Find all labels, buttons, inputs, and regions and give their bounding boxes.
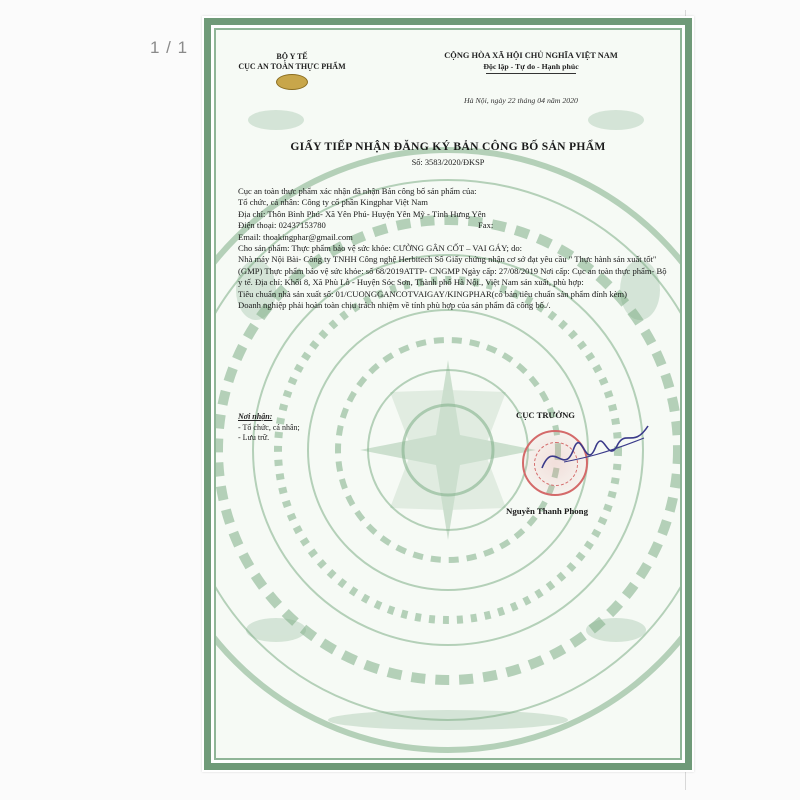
handwritten-signature <box>534 418 654 498</box>
recipients-block <box>238 412 300 444</box>
motto-underline <box>486 73 576 74</box>
document-page <box>202 16 694 772</box>
issue-date: Hà Nội, ngày 22 tháng 04 năm 2020 <box>464 96 578 105</box>
body-standard: Tiêu chuẩn nhà sản xuất số: 01/CUONGGANCOTVAIGAY/KINGPHAR(có bản tiêu chuẩn sản phẩm đính kèm) <box>238 288 627 299</box>
body-manufacturer: Nhà máy Nội Bài- Công ty TNHH Công nghệ Herbitech Số Giấy chứng nhận cơ sở đạt yêu cầu " Thực hành sản xuất tốt" (GMP) Thực phẩm bảo vệ sức khỏe: số 68/2019ATTP- CNGMP Ngày cấp: 27/08/2019 Nơi cấp: Cục an toàn thực phẩm- Bộ y tế. Địa chỉ: Khối 8, Xã Phù Lỗ - Huyện Sóc Sơn, Thành phố Hà Nội., Việt Nam sản xuất, phù hợp: <box>238 254 667 288</box>
page-counter: 1 / 1 <box>150 38 189 57</box>
body-responsibility: Doanh nghiệp phải hoàn toàn chịu trách nhiệm về tính phù hợp của sản phẩm đã công bố./. <box>238 300 551 311</box>
body-phone: Điện thoại: 02437153780 <box>238 220 326 231</box>
signatory-title: CỤC TRƯỞNG <box>516 410 575 420</box>
signer-name: Nguyễn Thanh Phong <box>506 506 588 516</box>
national-header <box>406 50 656 74</box>
document-title: GIẤY TIẾP NHẬN ĐĂNG KÝ BẢN CÔNG BỐ SẢN PHẨM <box>290 140 606 153</box>
body-contact-row <box>238 220 668 231</box>
body-address: Địa chỉ: Thôn Bình Phú- Xã Yên Phú- Huyện Yên Mỹ - Tỉnh Hưng Yên <box>238 208 486 219</box>
national-motto: Độc lập - Tự do - Hạnh phúc <box>483 62 579 71</box>
body-product: Cho sản phẩm: Thực phẩm bảo vệ sức khỏe: CƯỜNG GÂN CỐT – VAI GÁY; do: <box>238 243 523 254</box>
body-organization: Tổ chức, cá nhân: Công ty cổ phần Kingphar Việt Nam <box>238 197 428 208</box>
recipients-title: Nơi nhận: <box>238 412 273 421</box>
page-border-inner <box>214 28 682 760</box>
agency-logo <box>276 74 308 90</box>
recipient-item: - Lưu trữ. <box>238 433 270 442</box>
department-name: CỤC AN TOÀN THỰC PHẨM <box>238 62 346 71</box>
body-intro: Cục an toàn thực phẩm xác nhận đã nhận Bản công bố sản phẩm của: <box>238 186 477 196</box>
document-body <box>238 186 668 311</box>
document-number: Số: 3583/2020/ĐKSP <box>411 158 485 167</box>
body-email: Email: thoakingphar@gmail.com <box>238 231 353 242</box>
ministry-name: BỘ Y TẾ <box>276 52 308 61</box>
recipient-item: - Tổ chức, cá nhân; <box>238 422 300 432</box>
issuer-header <box>232 52 352 90</box>
body-fax: Fax: <box>478 220 494 231</box>
country-name: CỘNG HÒA XÃ HỘI CHỦ NGHĨA VIỆT NAM <box>444 51 618 60</box>
